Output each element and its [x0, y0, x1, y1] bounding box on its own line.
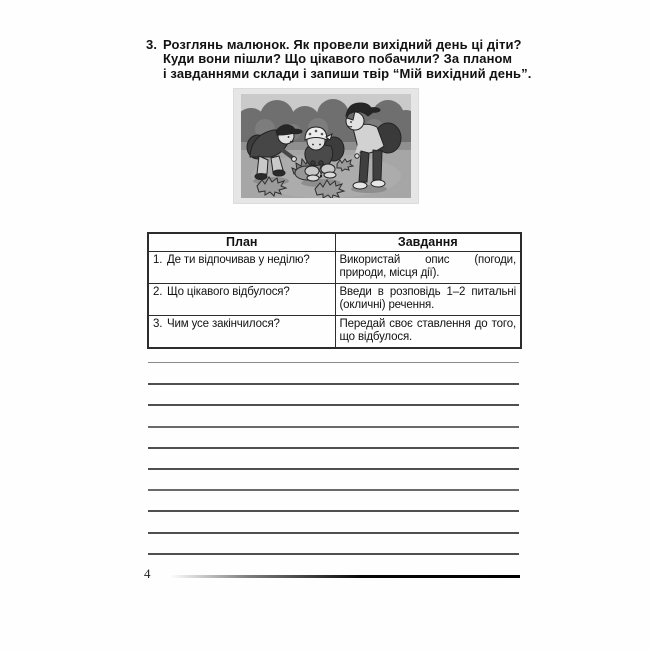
figure	[233, 88, 419, 204]
plan-cell	[148, 252, 335, 284]
plan-cell	[148, 316, 335, 349]
writing-line	[148, 362, 519, 363]
table-header-row	[148, 233, 521, 252]
plan-item-number: 1.	[153, 254, 163, 266]
plan-table	[147, 232, 522, 349]
plan-item-number: 3.	[153, 318, 163, 330]
table-row	[148, 284, 521, 316]
plan-header-cell: План	[148, 233, 335, 252]
table-row	[148, 316, 521, 349]
task-cell: Введи в розповідь 1–2 питальні (окличні) речення.	[335, 284, 521, 316]
exercise-text-line: Розглянь малюнок. Як провели вихідний день ці діти?	[163, 37, 522, 52]
exercise-text-line: Куди вони пішли? Що цікавого побачили? За планом	[163, 51, 513, 67]
plan-item-text: Де ти відпочивав у неділю?	[167, 254, 310, 266]
footer-rule	[170, 575, 520, 578]
exercise-text-line: і завданнями склади і запиши твір “Мій вихідний день”.	[163, 65, 532, 81]
writing-line	[148, 468, 519, 470]
writing-line	[148, 489, 519, 491]
table-row	[148, 252, 521, 284]
exercise-text	[163, 38, 531, 81]
page-number: 4	[144, 566, 151, 581]
writing-area	[148, 362, 519, 574]
exercise-number: 3.	[146, 37, 158, 52]
writing-line	[148, 426, 519, 428]
writing-line	[148, 383, 519, 385]
task-header-cell: Завдання	[335, 233, 521, 252]
writing-line	[148, 532, 519, 534]
plan-item-text: Що цікавого відбулося?	[167, 286, 290, 298]
exercise-heading	[146, 38, 532, 81]
writing-line	[148, 447, 519, 449]
plan-item-number: 2.	[153, 286, 163, 298]
illustration-children-hedgehog-icon	[241, 94, 411, 198]
writing-line	[148, 553, 519, 555]
plan-item-text: Чим усе закінчилося?	[167, 318, 280, 330]
task-cell: Передай своє ставлення до того, що відбулося.	[335, 316, 521, 349]
writing-line	[148, 510, 519, 512]
writing-line	[148, 404, 519, 406]
task-cell: Використай опис (погоди, природи, місця дії).	[335, 252, 521, 284]
plan-cell	[148, 284, 335, 316]
